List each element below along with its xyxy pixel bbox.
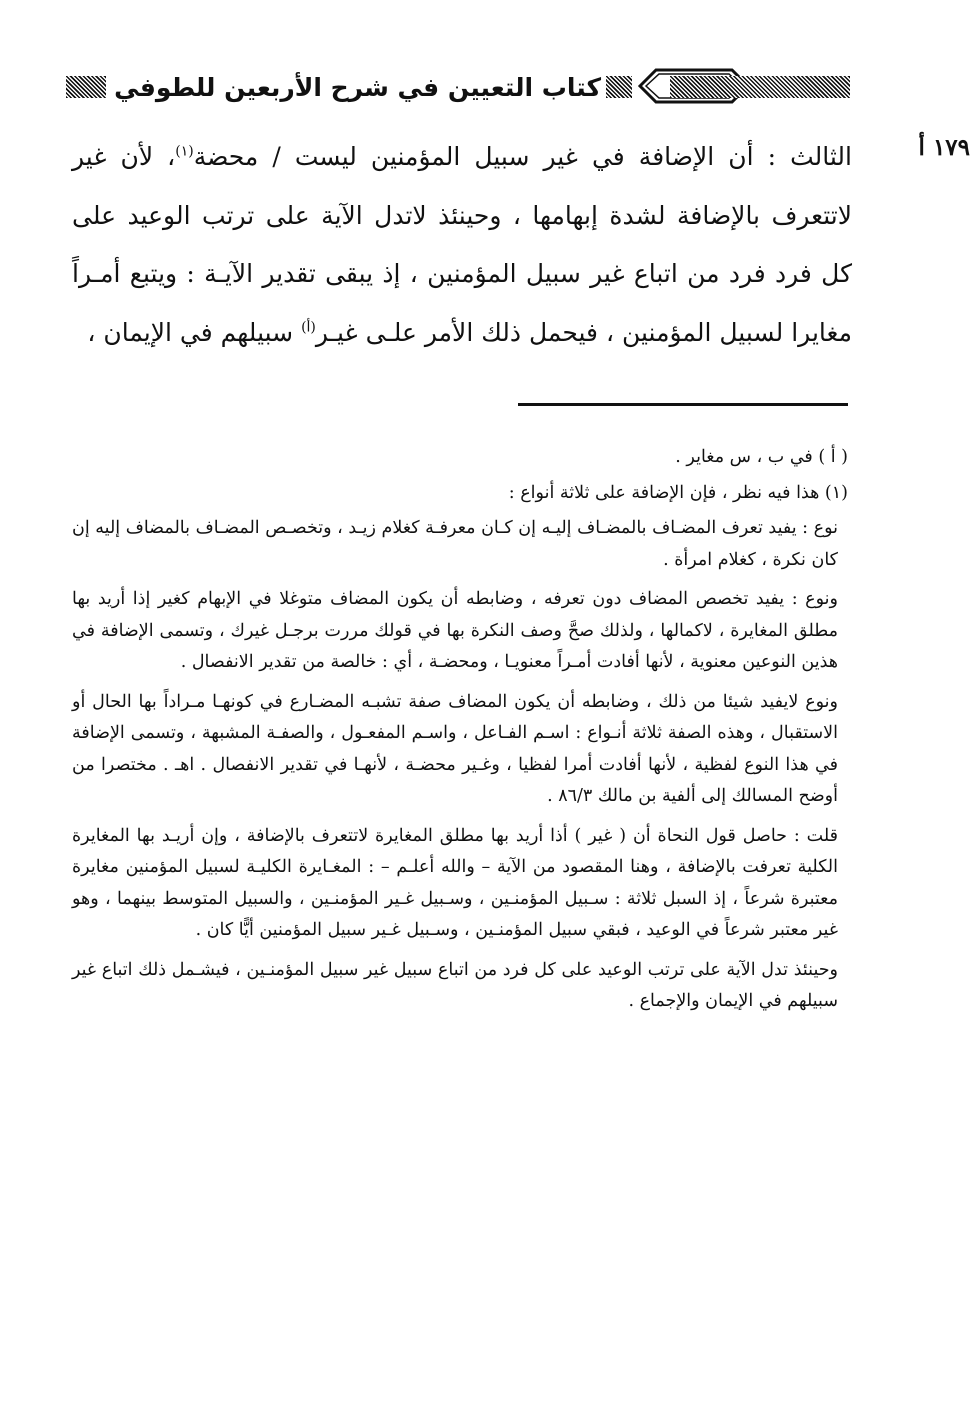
main-text [72, 128, 852, 362]
main-line-3: سبيلهم في الإيمان ، [87, 317, 294, 347]
manuscript-folio-marker: ١٧٩ أ [918, 134, 970, 161]
main-paragraph [72, 128, 852, 362]
header-ornament-middle [606, 76, 632, 98]
main-line-2: ، لأن غير لاتتعرف بالإضافة لشدة إبهامها ، وحينئذ لاتدل الآية على ترتب الوعيد على كل فرد فرد من اتباع غير سبيل المؤمنين ، إذ يبقى تقدير الآيـة : ويتبع أمـراً مغايرا لسبيل المؤمنين ، فيحمل ذلك الأمر علـى غيـر [72, 142, 852, 347]
footnote-1-conclusion: قلت : حاصل قول النحاة أن ( غير ) أذا أريد بها مطلق المغايرة لاتتعرف بالإضافة ، وإن أريـد بها المغايرة الكلية تعرفت بالإضافة ، وهنا المقصود من الآية – والله أعلـم – : المغـايرة الكليـة لسبيل المؤمنين مغايرة معتبرة شرعاً ، إذ السبل ثلاثة : سـبيل المؤمنـين ، وسـبيل غـير المؤمنـين ، والسبيل المتوسط بينهما ، وهو غير معتبر شرعاً في الوعيد ، فبقي سبيل المؤمنـين ، وسـبيل غـير سبيل المؤمنين أيًّا كان . [72, 825, 838, 940]
main-line-1: الثالث : أن الإضافة في غير سبيل المؤمنين ليست / محضة [193, 142, 852, 171]
footnote-variant-a: ( أ ) في ب ، س مغاير . [675, 447, 848, 467]
footnote-1-result: وحينئذ تدل الآية على ترتب الوعيد على كل فرد من اتباع سبيل غير سبيل المؤمنـين ، فيشـمل ذلك اتباع غير سبيلهم في الإيمان والإجماع . [72, 959, 838, 1011]
running-header [66, 66, 850, 118]
footnotes [72, 442, 848, 1026]
footnote-separator [518, 403, 848, 406]
header-ornament-left [66, 76, 106, 98]
header-ornament-right [670, 76, 850, 98]
header-title: كتاب التعيين في شرح الأربعين للطوفي [114, 73, 601, 102]
variant-ref-a[interactable]: (أ) [301, 319, 316, 336]
footnote-1-type-3: ونوع لايفيد شيئا من ذلك ، وضابطه أن يكون المضاف صفة تشبـه المضـارع في كونهـا مـراداً بها الحال أو الاستقبال ، وهذه الصفة ثلاثة أنـواع : اسـم الفـاعل ، واسـم المفعـول ، والصفـة المشبهة ، وتسمى الإضافة في هذا النوع لفظية ، لأنها أفادت أمرا لفظيا ، وغـير محضـة ، لأنهـا في تقدير الانفصال . اهـ . مختصرا من أوضح المسالك إلى ألفية بن مالك ٨٦/٣ . [72, 691, 838, 806]
footnote-1-type-2: ونوع : يفيد تخصص المضاف دون تعرفه ، وضابطه أن يكون المضاف متوغلا في الإبهام كغير إذا أريد بها مطلق المغايرة ، لاكمالها ، ولذلك صحَّ وصف النكرة بها في قولك مررت برجـل غيرك ، وتسمى الإضافة في هذين النوعين معنوية ، لأنها أفادت أمـراً معنويـا ، ومحضـة ، أي : خالصة من تقدير الانفصال . [72, 589, 838, 672]
footnote-1-type-1: نوع : يفيد تعرف المضـاف بالمضـاف إليـه إن كـان معرفـة كغلام زيـد ، وتخصـص المضـاف بالمضاف إليه إن كان نكرة ، كغلام امرأة . [72, 518, 838, 570]
footnote-1: (١) هذا فيه نظر ، فإن الإضافة على ثلاثة أنواع : [508, 482, 848, 503]
footnote-ref-1[interactable]: (١) [175, 143, 194, 160]
